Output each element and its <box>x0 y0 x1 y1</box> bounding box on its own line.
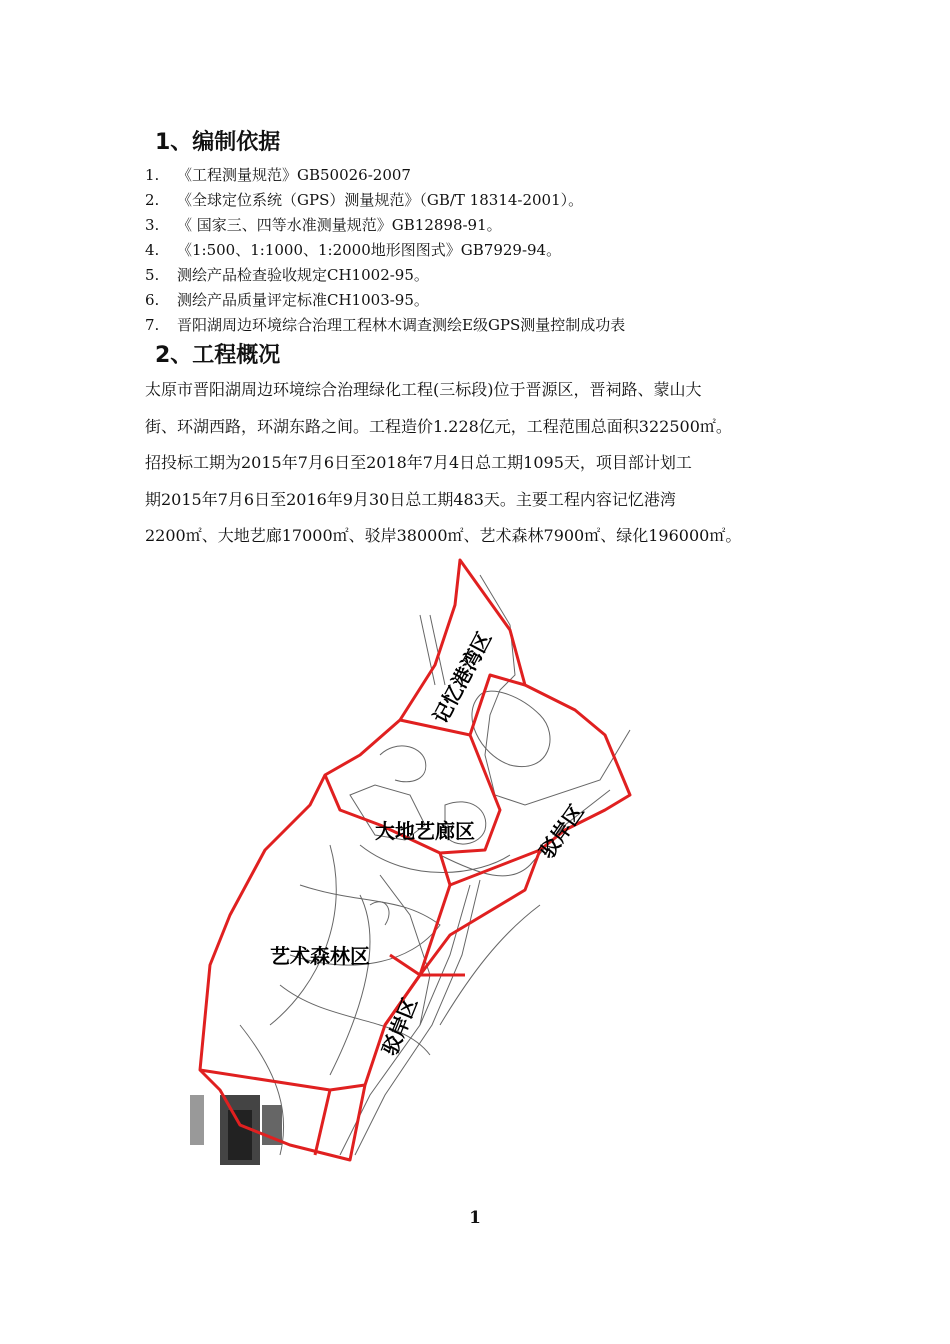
zone-label: 大地艺廊区 <box>375 819 475 843</box>
paragraph-line: 太原市晋阳湖周边环境综合治理绿化工程(三标段)位于晋源区，晋祠路、蒙山大 <box>145 380 702 399</box>
reference-item: 7. 晋阳湖周边环境综合治理工程林木调查测绘E级GPS测量控制成功表 <box>145 316 626 334</box>
zone-boundaries <box>200 560 630 1160</box>
project-overview-paragraph <box>145 372 810 555</box>
reference-item: 4. 《1:500、1:1000、1:2000地形图图式》GB7929-94。 <box>145 241 562 259</box>
paragraph-line: 2200㎡、大地艺廊17000㎡、驳岸38000㎡、艺术森林7900㎡、绿化196000㎡。 <box>145 526 742 545</box>
reference-item: 6. 测绘产品质量评定标准CH1003-95。 <box>145 291 429 309</box>
site-zoning-map <box>180 555 640 1175</box>
zone-label: 驳岸区 <box>534 799 589 863</box>
reference-item: 3. 《 国家三、四等水准测量规范》GB12898-91。 <box>145 216 502 234</box>
section-2-title: 2、工程概况 <box>155 343 281 368</box>
reference-item: 1. 《工程测量规范》GB50026-2007 <box>145 166 411 184</box>
reference-item: 5. 测绘产品检查验收规定CH1002-95。 <box>145 266 429 284</box>
paragraph-line: 街、环湖西路，环湖东路之间。工程造价1.228亿元，工程范围总面积322500㎡。 <box>145 416 732 436</box>
page-number: 1 <box>469 1208 481 1228</box>
reference-item: 2. 《全球定位系统（GPS）测量规范》（GB/T 18314-2001）。 <box>145 191 584 209</box>
paragraph-line: 期2015年7月6日至2016年9月30日总工期483天。主要工程内容记忆港湾 <box>145 489 676 509</box>
zone-label: 记忆港湾区 <box>428 627 497 728</box>
reference-list <box>145 163 625 338</box>
buildings <box>190 1095 282 1165</box>
section-1-title: 1、编制依据 <box>155 130 281 155</box>
zone-label: 驳岸区 <box>377 994 423 1059</box>
zone-label: 艺术森林区 <box>270 944 370 968</box>
paragraph-line: 招投标工期为2015年7月6日至2018年7月4日总工期1095天，项目部计划工 <box>145 453 692 472</box>
